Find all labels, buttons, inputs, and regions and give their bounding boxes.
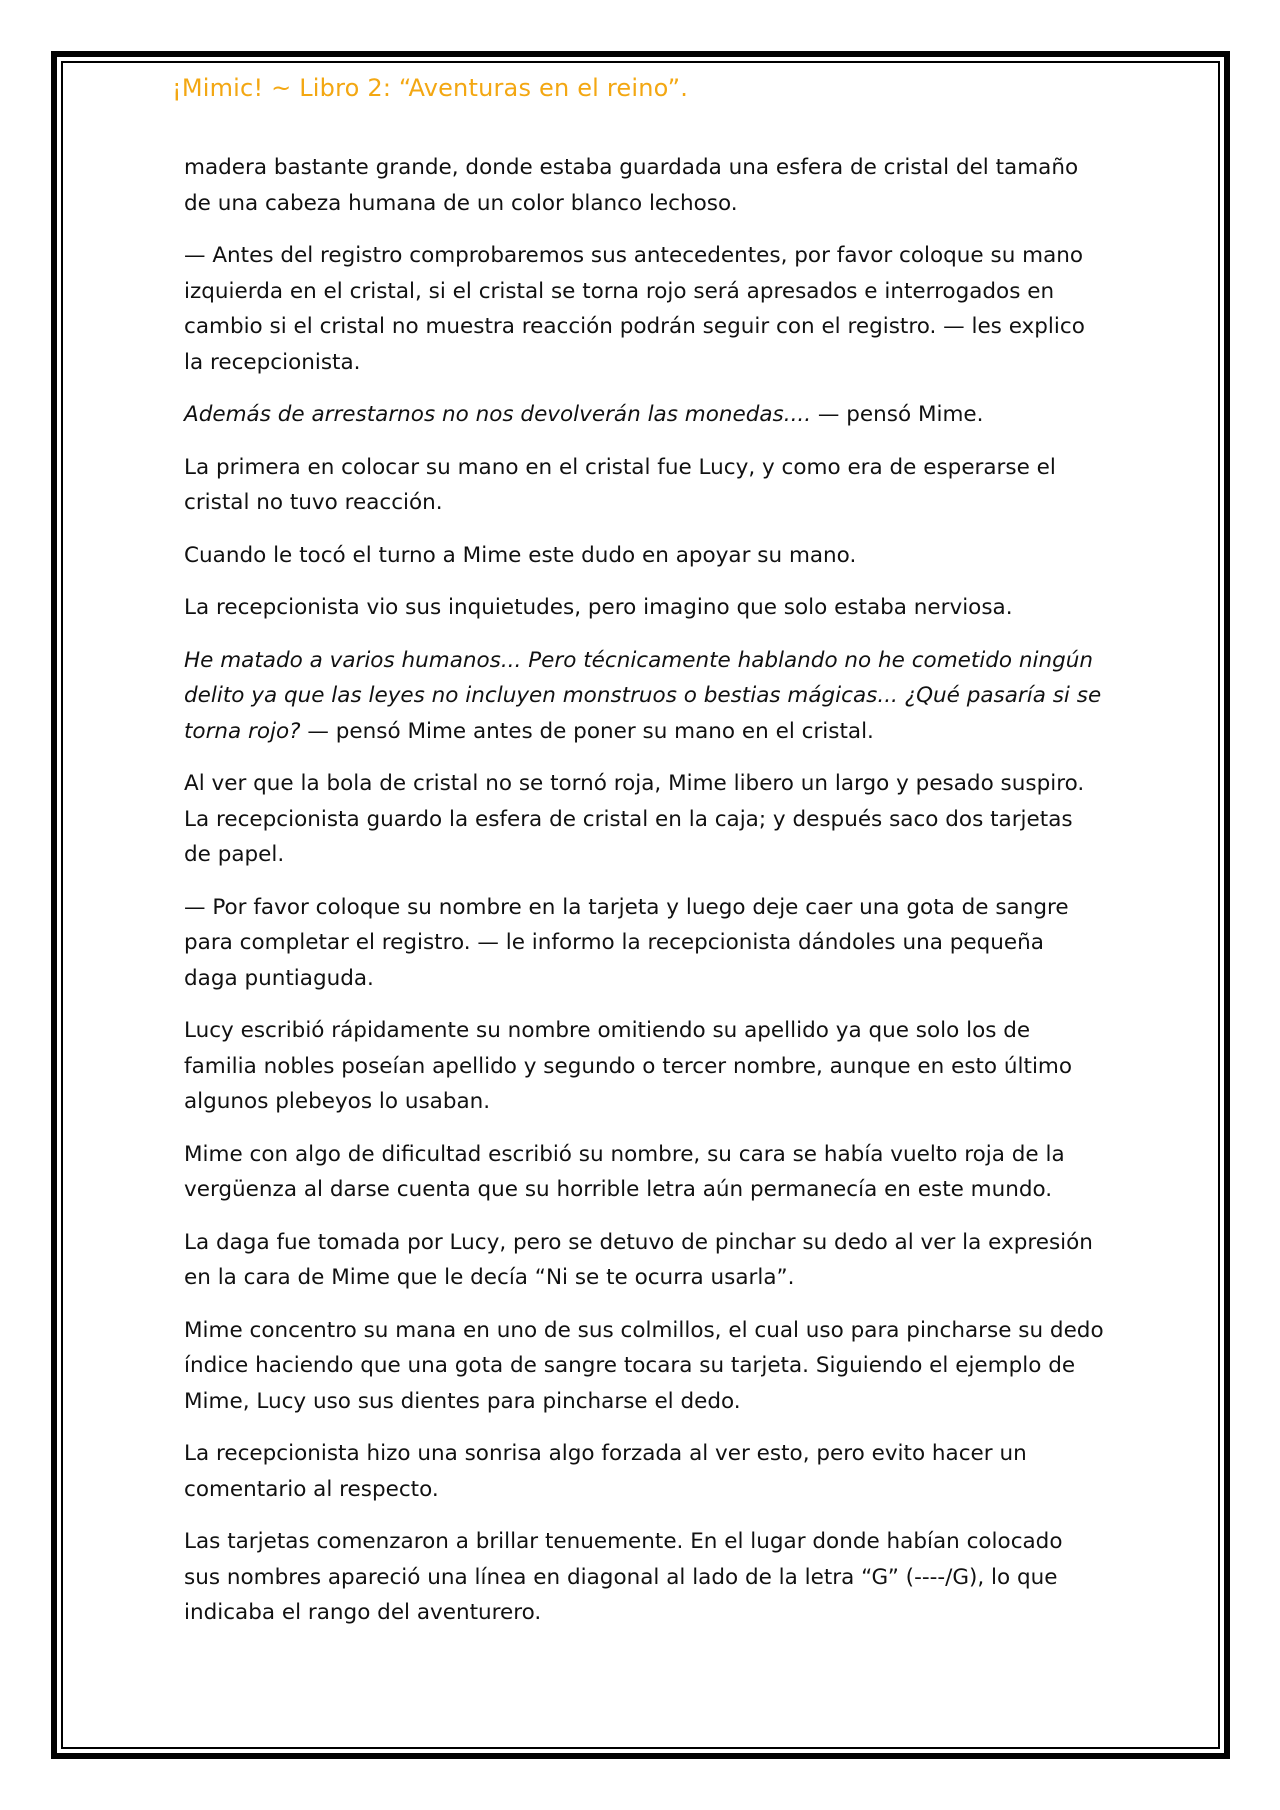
paragraph: — Antes del registro comprobaremos sus antecedentes, por favor coloque su mano izquierda en el cristal, si el cristal se torna rojo será apresados e interrogados en cambio si el cristal no muestra reacción podrán seguir con el registro. — les explico la recepcionista.	[184, 243, 1085, 375]
thought-text: He matado a varios humanos... Pero técnicamente hablando no he cometido ningún delito ya que las leyes no incluyen monstruos o bestias mágicas... ¿Qué pasaría si se torna rojo?	[184, 647, 1102, 744]
thought-paragraph: He matado a varios humanos... Pero técnicamente hablando no he cometido ningún delito ya que las leyes no incluyen monstruos o bestias mágicas... ¿Qué pasaría si se torna rojo? — pensó Mime antes de poner su mano en el cristal.	[184, 647, 1102, 744]
book-header: ¡Mimic! ~ Libro 2: “Aventuras en el reino”.	[172, 74, 689, 102]
paragraph: La recepcionista hizo una sonrisa algo forzada al ver esto, pero evito hacer un comentario al respecto.	[184, 1441, 1027, 1502]
paragraph: Mime con algo de dificultad escribió su nombre, su cara se había vuelto roja de la vergüenza al darse cuenta que su horrible letra aún permanecía en este mundo.	[184, 1141, 1065, 1202]
paragraph: — Por favor coloque su nombre en la tarjeta y luego deje caer una gota de sangre para completar el registro. — le informo la recepcionista dándoles una pequeña daga puntiaguda.	[184, 894, 1069, 991]
thought-paragraph: Además de arrestarnos no nos devolverán las monedas.... — pensó Mime.	[184, 402, 984, 427]
page-body	[184, 150, 1104, 1648]
paragraph: madera bastante grande, donde estaba guardada una esfera de cristal del tamaño de una cabeza humana de un color blanco lechoso.	[184, 155, 1079, 216]
paragraph: Cuando le tocó el turno a Mime este dudo en apoyar su mano.	[184, 542, 857, 568]
paragraph: La primera en colocar su mano en el cristal fue Lucy, y como era de esperarse el cristal no tuvo reacción.	[184, 454, 1056, 515]
paragraph: La recepcionista vio sus inquietudes, pero imagino que solo estaba nerviosa.	[184, 595, 1013, 620]
paragraph: Lucy escribió rápidamente su nombre omitiendo su apellido ya que solo los de familia nobles poseían apellido y segundo o tercer nombre, aunque en esto último algunos plebeyos lo usaban.	[184, 1018, 1073, 1114]
paragraph: Al ver que la bola de cristal no se tornó roja, Mime libero un largo y pesado suspiro. La recepcionista guardo la esfera de cristal en la caja; y después saco dos tarjetas de papel.	[184, 771, 1085, 867]
paragraph: Mime concentro su mana en uno de sus colmillos, el cual uso para pincharse su dedo índice haciendo que una gota de sangre tocara su tarjeta. Siguiendo el ejemplo de Mime, Lucy uso sus dientes para pincharse el dedo.	[184, 1317, 1104, 1414]
paragraph: Las tarjetas comenzaron a brillar tenuemente. En el lugar donde habían colocado sus nombres apareció una línea en diagonal al lado de la letra “G” (----/G), lo que indicaba el rango del aventurero.	[184, 1529, 1063, 1625]
thought-text: Además de arrestarnos no nos devolverán las monedas....	[184, 402, 812, 427]
paragraph: La daga fue tomada por Lucy, pero se detuvo de pinchar su dedo al ver la expresión en la cara de Mime que le decía “Ni se te ocurra usarla”.	[184, 1229, 1093, 1290]
